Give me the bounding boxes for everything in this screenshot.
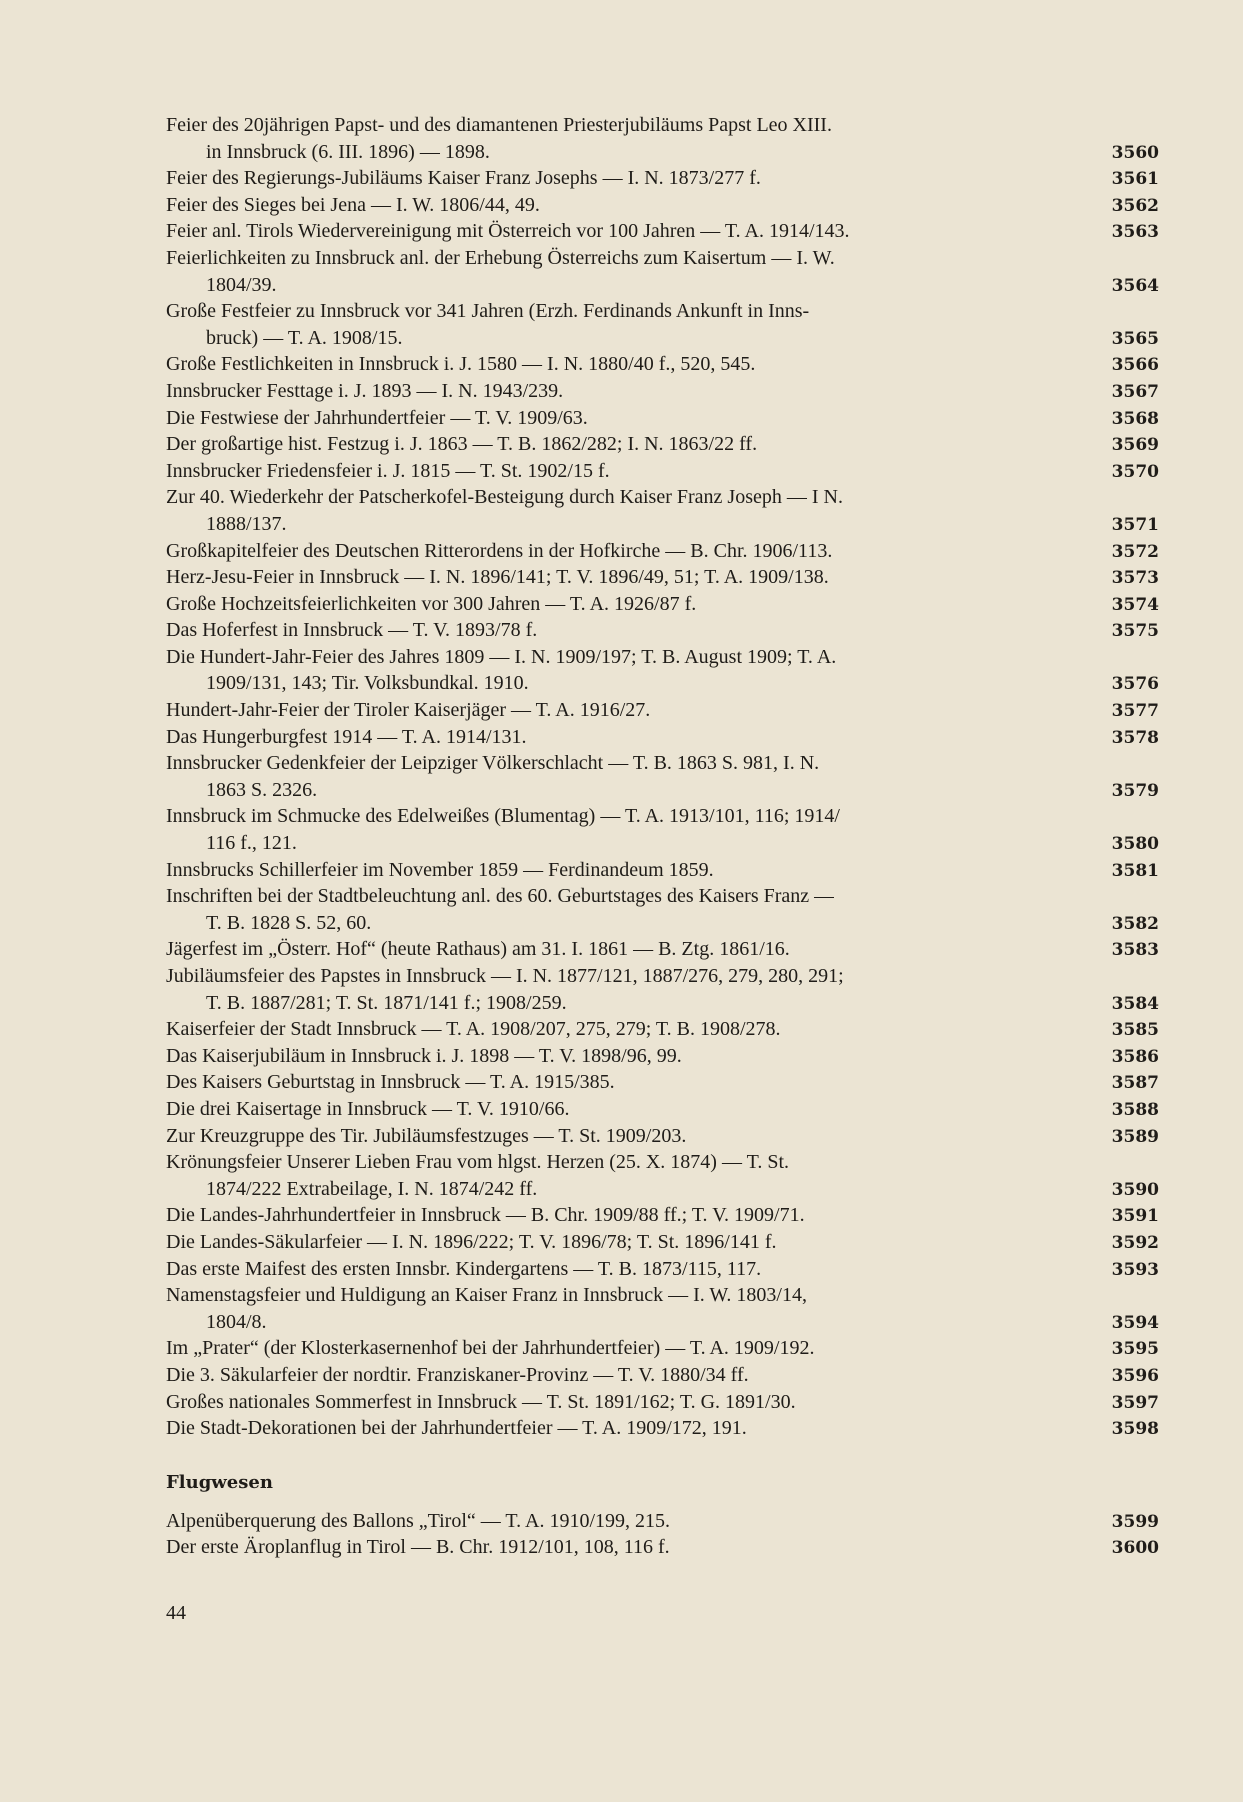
entry-text: Alpenüberquerung des Ballons „Tirol“ — T. A. 1910/199, 215. (166, 1509, 671, 1532)
entry-text: Feier des Sieges bei Jena — I. W. 1806/44, 49. (166, 193, 540, 216)
entry-text: Zur Kreuzgruppe des Tir. Jubiläumsfestzuges — T. St. 1909/203. (166, 1124, 687, 1147)
entry-text: Große Hochzeitsfeierlichkeiten vor 300 Jahren — T. A. 1926/87 f. (166, 592, 697, 615)
entry-text: Großkapitelfeier des Deutschen Ritterordens in der Hofkirche — B. Chr. 1906/113. (166, 539, 833, 562)
entry-continuation-line (166, 1309, 1159, 1336)
entry-line (166, 218, 1159, 245)
entry-text: Inschriften bei der Stadtbeleuchtung anl. des 60. Geburtstages des Kaisers Franz — (166, 885, 835, 908)
bibliography-entry (166, 564, 1159, 591)
bibliography-entry (166, 1362, 1159, 1389)
bibliography-entry (166, 192, 1159, 219)
bibliography-entry (166, 1096, 1159, 1123)
bibliography-entry (166, 724, 1159, 751)
entry-text: Des Kaisers Geburtstag in Innsbruck — T. A. 1915/385. (166, 1071, 615, 1094)
bibliography-entry (166, 750, 1159, 803)
entry-line (166, 803, 1159, 830)
entry-line (166, 431, 1159, 458)
entry-text: Große Festlichkeiten in Innsbruck i. J. 1580 — I. N. 1880/40 f., 520, 545. (166, 353, 756, 376)
bibliography-entry (166, 298, 1159, 351)
entry-line (166, 1389, 1159, 1416)
entry-line (166, 484, 1159, 511)
bibliography-entry (166, 803, 1159, 856)
bibliography-entry (166, 1069, 1159, 1096)
entry-number: 3588 (1111, 1099, 1159, 1120)
page-number: 44 (166, 1602, 186, 1624)
entry-continuation-line (166, 910, 1159, 937)
entry-text: T. B. 1828 S. 52, 60. (206, 911, 372, 934)
bibliography-entry (166, 538, 1159, 565)
entry-continuation-line (166, 1176, 1159, 1203)
bibliography-entry (166, 431, 1159, 458)
entry-number: 3572 (1111, 541, 1159, 562)
entry-number: 3573 (1111, 568, 1159, 589)
entry-line (166, 617, 1159, 644)
entry-number: 3591 (1111, 1206, 1159, 1227)
entry-text: Die Landes-Jahrhundertfeier in Innsbruck — B. Chr. 1909/88 ff.; T. V. 1909/71. (166, 1204, 805, 1227)
bibliography-entry (166, 1202, 1159, 1229)
bibliography-entry (166, 112, 1159, 165)
entry-text: Innsbrucker Friedensfeier i. J. 1815 — T. St. 1902/15 f. (166, 459, 610, 482)
entry-number: 3576 (1111, 674, 1159, 695)
entry-continuation-line (166, 670, 1159, 697)
entry-text: Innsbrucks Schillerfeier im November 1859 — Ferdinandeum 1859. (166, 858, 714, 881)
entry-text: 116 f., 121. (206, 832, 297, 855)
bibliography-entry (166, 1508, 1159, 1535)
entry-text: Im „Prater“ (der Klosterkasernenhof bei der Jahrhundertfeier) — T. A. 1909/192. (166, 1337, 815, 1360)
entry-text: Die Festwiese der Jahrhundertfeier — T. V. 1909/63. (166, 406, 588, 429)
entry-text: in Innsbruck (6. III. 1896) — 1898. (206, 140, 490, 163)
entry-text: 1804/8. (206, 1310, 267, 1333)
bibliography-entry (166, 591, 1159, 618)
entry-number: 3599 (1111, 1511, 1159, 1532)
entry-text: Das erste Maifest des ersten Innsbr. Kindergartens — T. B. 1873/115, 117. (166, 1257, 762, 1280)
entry-number: 3571 (1111, 514, 1159, 535)
entry-line (166, 245, 1159, 272)
bibliography-entry (166, 1282, 1159, 1335)
entry-text: 1804/39. (206, 273, 277, 296)
bibliography-entry (166, 351, 1159, 378)
entry-number: 3563 (1111, 222, 1159, 243)
entry-line (166, 591, 1159, 618)
bibliography-entry (166, 1256, 1159, 1283)
bibliography-entry (166, 245, 1159, 298)
bibliography-entry (166, 458, 1159, 485)
bibliography-entry (166, 644, 1159, 697)
entry-text: Die Hundert-Jahr-Feier des Jahres 1809 — I. N. 1909/197; T. B. August 1909; T. A. (166, 645, 837, 668)
entry-number: 3567 (1111, 381, 1159, 402)
entry-line (166, 458, 1159, 485)
entry-text: Zur 40. Wiederkehr der Patscherkofel-Besteigung durch Kaiser Franz Joseph — I N. (166, 486, 843, 509)
entry-continuation-line (166, 325, 1159, 352)
entry-text: Namenstagsfeier und Huldigung an Kaiser Franz in Innsbruck — I. W. 1803/14, (166, 1284, 807, 1307)
entry-text: Innsbruck im Schmucke des Edelweißes (Blumentag) — T. A. 1913/101, 116; 1914/ (166, 805, 840, 828)
entry-continuation-line (166, 990, 1159, 1017)
entry-number: 3596 (1111, 1365, 1159, 1386)
entry-line (166, 1362, 1159, 1389)
bibliography-entry (166, 883, 1159, 936)
entry-number: 3595 (1111, 1339, 1159, 1360)
entry-number: 3575 (1111, 621, 1159, 642)
entry-line (166, 857, 1159, 884)
entry-line (166, 538, 1159, 565)
entry-number: 3583 (1111, 940, 1159, 961)
entry-text: Krönungsfeier Unserer Lieben Frau vom hlgst. Herzen (25. X. 1874) — T. St. (166, 1151, 790, 1174)
entry-text: Große Festfeier zu Innsbruck vor 341 Jahren (Erzh. Ferdinands Ankunft in Inns- (166, 300, 810, 323)
entry-line (166, 405, 1159, 432)
entry-line (166, 298, 1159, 325)
entry-line (166, 1149, 1159, 1176)
bibliography-entry (166, 617, 1159, 644)
entry-line (166, 192, 1159, 219)
entry-line (166, 1043, 1159, 1070)
entry-text: Die drei Kaisertage in Innsbruck — T. V. 1910/66. (166, 1097, 570, 1120)
bibliography-entry (166, 1229, 1159, 1256)
entry-text: Das Hoferfest in Innsbruck — T. V. 1893/78 f. (166, 619, 538, 642)
entry-line (166, 936, 1159, 963)
bibliography-entry (166, 165, 1159, 192)
entry-line (166, 1256, 1159, 1283)
entry-line (166, 883, 1159, 910)
entry-number: 3590 (1111, 1179, 1159, 1200)
bibliography-entry (166, 1534, 1159, 1561)
entry-number: 3592 (1111, 1232, 1159, 1253)
entry-line (166, 1202, 1159, 1229)
entry-number: 3584 (1111, 993, 1159, 1014)
bibliography-entry (166, 963, 1159, 1016)
entry-text: Die Stadt-Dekorationen bei der Jahrhundertfeier — T. A. 1909/172, 191. (166, 1417, 747, 1440)
entry-number: 3577 (1111, 701, 1159, 722)
entry-text: Feier des Regierungs-Jubiläums Kaiser Franz Josephs — I. N. 1873/277 f. (166, 167, 761, 190)
bibliography-entry (166, 857, 1159, 884)
entry-number: 3587 (1111, 1073, 1159, 1094)
entry-line (166, 1229, 1159, 1256)
entry-line (166, 1282, 1159, 1309)
entry-text: Die Landes-Säkularfeier — I. N. 1896/222; T. V. 1896/78; T. St. 1896/141 f. (166, 1230, 777, 1253)
entry-number: 3589 (1111, 1126, 1159, 1147)
entry-text: Hundert-Jahr-Feier der Tiroler Kaiserjäger — T. A. 1916/27. (166, 699, 651, 722)
entry-line (166, 644, 1159, 671)
entry-line (166, 1415, 1159, 1442)
bibliography-entry (166, 1016, 1159, 1043)
bibliography-entry (166, 1335, 1159, 1362)
entry-text: Jägerfest im „Österr. Hof“ (heute Rathaus) am 31. I. 1861 — B. Ztg. 1861/16. (166, 938, 790, 961)
entry-text: 1874/222 Extrabeilage, I. N. 1874/242 ff. (206, 1177, 538, 1200)
entry-line (166, 378, 1159, 405)
entry-text: Herz-Jesu-Feier in Innsbruck — I. N. 1896/141; T. V. 1896/49, 51; T. A. 1909/138. (166, 566, 829, 589)
entry-number: 3565 (1111, 328, 1159, 349)
entry-line (166, 112, 1159, 139)
entry-text: Das Kaiserjubiläum in Innsbruck i. J. 1898 — T. V. 1898/96, 99. (166, 1044, 682, 1067)
bibliography-entry (166, 1415, 1159, 1442)
entry-text: Feierlichkeiten zu Innsbruck anl. der Erhebung Österreichs zum Kaisertum — I. W. (166, 246, 835, 269)
entry-number: 3568 (1111, 408, 1159, 429)
entry-number: 3598 (1111, 1419, 1159, 1440)
entry-line (166, 1096, 1159, 1123)
entry-number: 3569 (1111, 435, 1159, 456)
entry-line (166, 564, 1159, 591)
section-heading: Flugwesen (166, 1471, 273, 1493)
entry-number: 3570 (1111, 461, 1159, 482)
entry-number: 3585 (1111, 1020, 1159, 1041)
entry-number: 3574 (1111, 594, 1159, 615)
entry-number: 3560 (1111, 142, 1159, 163)
entry-number: 3600 (1111, 1538, 1159, 1559)
entry-text: Innsbrucker Festtage i. J. 1893 — I. N. 1943/239. (166, 379, 564, 402)
entry-text: Der großartige hist. Festzug i. J. 1863 — T. B. 1862/282; I. N. 1863/22 ff. (166, 433, 758, 456)
entry-line (166, 697, 1159, 724)
entry-line (166, 1534, 1159, 1561)
entry-continuation-line (166, 830, 1159, 857)
bibliography-entry (166, 1389, 1159, 1416)
entry-text: Feier anl. Tirols Wiedervereinigung mit Österreich vor 100 Jahren — T. A. 1914/143. (166, 220, 850, 243)
entry-text: 1909/131, 143; Tir. Volksbundkal. 1910. (206, 672, 529, 695)
entry-line (166, 165, 1159, 192)
entry-text: Kaiserfeier der Stadt Innsbruck — T. A. 1908/207, 275, 279; T. B. 1908/278. (166, 1018, 781, 1041)
entry-text: Die 3. Säkularfeier der nordtir. Franziskaner-Provinz — T. V. 1880/34 ff. (166, 1363, 749, 1386)
bibliography-entry (166, 484, 1159, 537)
entry-number: 3564 (1111, 275, 1159, 296)
entry-line (166, 750, 1159, 777)
entry-number: 3566 (1111, 355, 1159, 376)
bibliography-entry (166, 1043, 1159, 1070)
bibliography-entry (166, 378, 1159, 405)
bibliography-entry (166, 218, 1159, 245)
entry-text: Der erste Äroplanflug in Tirol — B. Chr. 1912/101, 108, 116 f. (166, 1536, 670, 1559)
entry-continuation-line (166, 272, 1159, 299)
entry-continuation-line (166, 777, 1159, 804)
entry-line (166, 1016, 1159, 1043)
entry-number: 3594 (1111, 1312, 1159, 1333)
entry-line (166, 1069, 1159, 1096)
entry-line (166, 1123, 1159, 1150)
entry-text: bruck) — T. A. 1908/15. (206, 326, 403, 349)
bibliography-entry (166, 1123, 1159, 1150)
entry-number: 3593 (1111, 1259, 1159, 1280)
entry-number: 3580 (1111, 834, 1159, 855)
bibliography-entry (166, 405, 1159, 432)
bibliography-entry (166, 697, 1159, 724)
bibliography-list (166, 112, 1159, 1561)
entry-text: Innsbrucker Gedenkfeier der Leipziger Völkerschlacht — T. B. 1863 S. 981, I. N. (166, 752, 820, 775)
bibliography-entry (166, 936, 1159, 963)
entry-text: Das Hungerburgfest 1914 — T. A. 1914/131. (166, 725, 527, 748)
entry-number: 3562 (1111, 195, 1159, 216)
entry-line (166, 724, 1159, 751)
entry-text: 1888/137. (206, 512, 287, 535)
entry-line (166, 963, 1159, 990)
entry-number: 3582 (1111, 913, 1159, 934)
entry-number: 3561 (1111, 169, 1159, 190)
entry-continuation-line (166, 511, 1159, 538)
entry-text: T. B. 1887/281; T. St. 1871/141 f.; 1908/259. (206, 991, 567, 1014)
entry-text: Feier des 20jährigen Papst- und des diamantenen Priesterjubiläums Papst Leo XIII. (166, 114, 832, 136)
entry-line (166, 1508, 1159, 1535)
entry-text: 1863 S. 2326. (206, 778, 318, 801)
entry-number: 3579 (1111, 780, 1159, 801)
entry-number: 3586 (1111, 1046, 1159, 1067)
bibliography-entry (166, 1149, 1159, 1202)
entry-number: 3578 (1111, 727, 1159, 748)
entry-line (166, 351, 1159, 378)
entry-text: Großes nationales Sommerfest in Innsbruck — T. St. 1891/162; T. G. 1891/30. (166, 1390, 796, 1413)
entry-text: Jubiläumsfeier des Papstes in Innsbruck — I. N. 1877/121, 1887/276, 279, 280, 291; (166, 965, 844, 987)
entry-number: 3581 (1111, 860, 1159, 881)
entry-continuation-line (166, 139, 1159, 166)
entry-number: 3597 (1111, 1392, 1159, 1413)
entry-line (166, 1335, 1159, 1362)
